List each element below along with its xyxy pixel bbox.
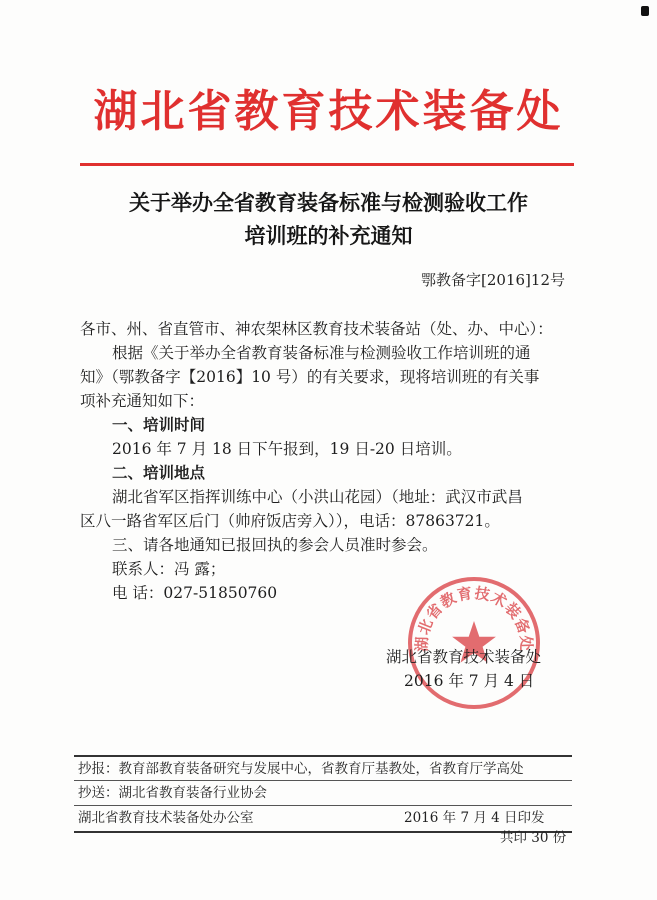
distribution-divider-1 xyxy=(74,780,572,781)
signature-date: 2016 年 7 月 4 日 xyxy=(404,672,535,690)
red-divider-line xyxy=(80,163,574,166)
intro-line-2: 知》（鄂教备字【2016】10 号）的有关要求，现将培训班的有关事 xyxy=(80,368,540,386)
signature-organization: 湖北省教育技术装备处 xyxy=(386,648,542,666)
cc-report-recipients: 教育部教育装备研究与发展中心，省教育厅基教处，省教育厅学高处 xyxy=(118,761,524,777)
masthead-title: 湖北省教育技术装备处 xyxy=(93,86,564,137)
section-3-text: 三、请各地通知已报回执的参会人员准时参会。 xyxy=(112,536,438,554)
cc-send-label: 抄送： xyxy=(78,785,119,801)
document-number: 鄂教备字[2016]12号 xyxy=(421,271,565,289)
notice-title-line-2: 培训班的补充通知 xyxy=(244,223,413,248)
cc-send-row xyxy=(78,783,267,803)
distribution-block xyxy=(74,755,572,833)
section-2-text-line-1: 湖北省军区指挥训练中心（小洪山花园）（地址：武汉市武昌 xyxy=(112,488,523,506)
cc-send-recipients: 湖北省教育装备行业协会 xyxy=(118,785,267,801)
section-2-heading: 二、培训地点 xyxy=(112,463,206,482)
intro-line-1: 根据《关于举办全省教育装备标准与检测验收工作培训班的通 xyxy=(112,344,531,362)
distribution-divider-2 xyxy=(74,805,572,806)
notice-title-line-1: 关于举办全省教育装备标准与检测验收工作 xyxy=(129,190,528,215)
section-2-text-line-2: 区八一路省军区后门（帅府饭店旁入）），电话：87863721。 xyxy=(80,512,500,530)
issue-date: 2016 年 7 月 4 日印发 xyxy=(404,810,545,826)
intro-line-3: 项补充通知如下： xyxy=(80,392,205,410)
section-1-heading: 一、培训时间 xyxy=(112,415,206,434)
print-count: 共印 30 份 xyxy=(500,830,567,846)
section-1-text: 2016 年 7 月 18 日下午报到，19 日-20 日培训。 xyxy=(112,440,462,458)
seal-text: 湖北省教育技术装备处 xyxy=(412,583,536,652)
contact-person: 联系人：冯 露； xyxy=(112,560,226,578)
issuing-office: 湖北省教育技术装备处办公室 xyxy=(78,810,254,826)
salutation: 各市、州、省直管市、神农架林区教育技术装备站（处、办、中心）： xyxy=(80,320,553,338)
scan-mark xyxy=(641,6,649,16)
contact-phone: 电 话：027-51850760 xyxy=(112,584,278,602)
cc-report-label: 抄报： xyxy=(78,761,119,777)
cc-report-row xyxy=(78,759,524,779)
